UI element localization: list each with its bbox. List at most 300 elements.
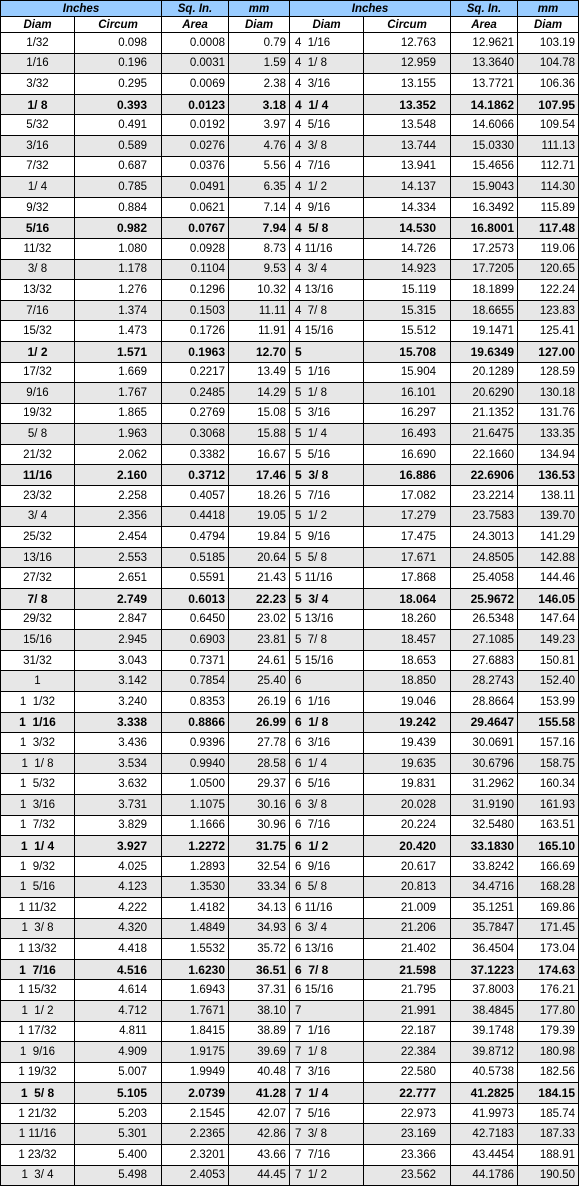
sq-in-group-header: Sq. In. [451,1,518,17]
area-cell: 17.7205 [451,259,518,280]
diam-mm-cell: 187.33 [518,1124,579,1145]
table-row [290,465,579,486]
table-row [290,794,579,815]
diam-inch-cell: 5 1/ 2 [290,506,364,527]
group-header-row [1,1,290,17]
table-row [290,1000,579,1021]
area-cell: 39.8712 [451,1042,518,1063]
area-cell: 0.7854 [162,671,229,692]
diam-mm-cell: 13.49 [229,362,290,383]
circum-cell: 3.731 [75,794,162,815]
diam-inch-cell: 6 1/ 2 [290,836,364,857]
table-row [290,609,579,630]
area-cell: 0.0276 [162,135,229,156]
table-row [290,527,579,548]
diam-inch-cell: 3/32 [1,74,75,95]
diam-mm-cell: 15.88 [229,424,290,445]
diam-inch-cell: 1 1/ 8 [1,753,75,774]
diam-inch-cell: 1 5/32 [1,774,75,795]
diam-mm-cell: 10.32 [229,280,290,301]
table-row [290,1042,579,1063]
area-cell: 31.9190 [451,794,518,815]
diam-inch-cell: 1 13/32 [1,939,75,960]
table-row [1,527,290,548]
table-row [1,197,290,218]
table-row [1,753,290,774]
diam-mm-cell: 153.99 [518,692,579,713]
table-row [1,1124,290,1145]
diam-mm-cell: 1.59 [229,53,290,74]
circum-cell: 3.043 [75,650,162,671]
circum-cell: 14.530 [364,218,451,239]
sq-in-group-header: Sq. In. [162,1,229,17]
diam-inch-cell: 4 13/16 [290,280,364,301]
area-cell: 29.4647 [451,712,518,733]
area-cell: 1.4849 [162,918,229,939]
diam-mm-cell: 146.05 [518,589,579,610]
circum-cell: 3.142 [75,671,162,692]
circum-cell: 1.276 [75,280,162,301]
diam-inch-cell: 17/32 [1,362,75,383]
table-row [290,877,579,898]
diam-mm-cell: 44.45 [229,1165,290,1186]
diam-mm-cell: 119.06 [518,238,579,259]
circum-cell: 4.025 [75,856,162,877]
diam-mm-cell: 147.64 [518,609,579,630]
diam-mm-cell: 157.16 [518,733,579,754]
area-cell: 1.2893 [162,856,229,877]
diam-inch-cell: 6 1/ 4 [290,753,364,774]
circum-cell: 5.105 [75,1083,162,1104]
area-cell: 19.6349 [451,341,518,362]
diam-inch-cell: 4 1/ 2 [290,177,364,198]
area-cell: 40.5738 [451,1062,518,1083]
circum-cell: 2.945 [75,630,162,651]
diam-mm-cell: 104.78 [518,53,579,74]
area-cell: 1.4182 [162,897,229,918]
diam-inch-cell: 4 1/ 8 [290,53,364,74]
circum-cell: 17.475 [364,527,451,548]
diam-inch-cell: 7 5/16 [290,1103,364,1124]
diam-mm-cell: 120.65 [518,259,579,280]
circum-cell: 0.687 [75,156,162,177]
diam-mm-cell: 26.99 [229,712,290,733]
table-row [1,362,290,383]
circum-cell: 22.580 [364,1062,451,1083]
area-cell: 36.4504 [451,939,518,960]
diam-mm-cell: 22.23 [229,589,290,610]
circum-cell: 23.169 [364,1124,451,1145]
diam-mm-cell: 43.66 [229,1145,290,1166]
circum-cell: 22.777 [364,1083,451,1104]
area-cell: 25.4058 [451,568,518,589]
diam-mm-cell: 150.81 [518,650,579,671]
circum-cell: 3.240 [75,692,162,713]
circum-cell: 0.491 [75,115,162,136]
diam-inch-cell: 1 3/32 [1,733,75,754]
table-row [290,94,579,115]
area-cell: 0.4057 [162,486,229,507]
table-row [1,815,290,836]
diam-mm-cell: 23.81 [229,630,290,651]
area-cell: 1.7671 [162,1000,229,1021]
diam-inch-cell: 5 [290,341,364,362]
area-cell: 21.1352 [451,403,518,424]
area-cell: 35.7847 [451,918,518,939]
diam-mm-cell: 4.76 [229,135,290,156]
diam-inch-cell: 5 1/ 4 [290,424,364,445]
table-row [290,836,579,857]
circum-cell: 19.831 [364,774,451,795]
circum-cell: 4.516 [75,959,162,980]
table-row [1,156,290,177]
diam-mm-cell: 163.51 [518,815,579,836]
diam-inch-header: Diam [290,17,364,33]
circum-cell: 1.571 [75,341,162,362]
diam-mm-cell: 139.70 [518,506,579,527]
table-row [290,980,579,1001]
diam-inch-cell: 15/16 [1,630,75,651]
area-cell: 1.0500 [162,774,229,795]
table-row [1,1083,290,1104]
area-cell: 0.0376 [162,156,229,177]
circum-cell: 18.653 [364,650,451,671]
diam-mm-cell: 125.41 [518,321,579,342]
table-row [290,856,579,877]
diam-inch-cell: 4 3/ 4 [290,259,364,280]
diam-mm-cell: 144.46 [518,568,579,589]
diam-inch-cell: 5/32 [1,115,75,136]
circum-header: Circum [364,17,451,33]
area-cell: 0.0767 [162,218,229,239]
circum-cell: 1.080 [75,238,162,259]
circum-cell: 2.553 [75,547,162,568]
diam-inch-cell: 5 13/16 [290,609,364,630]
diam-mm-cell: 138.11 [518,486,579,507]
area-cell: 28.8664 [451,692,518,713]
diam-inch-cell: 6 7/ 8 [290,959,364,980]
area-cell: 0.8866 [162,712,229,733]
table-row [290,444,579,465]
circum-cell: 13.352 [364,94,451,115]
area-cell: 2.3201 [162,1145,229,1166]
circum-cell: 5.007 [75,1062,162,1083]
table-row [290,33,579,54]
circum-cell: 19.635 [364,753,451,774]
circum-cell: 5.498 [75,1165,162,1186]
circum-cell: 5.400 [75,1145,162,1166]
mm-group-header: mm [229,1,290,17]
area-header: Area [162,17,229,33]
diam-mm-cell: 15.08 [229,403,290,424]
table-row [1,836,290,857]
circum-cell: 2.749 [75,589,162,610]
diam-mm-cell: 3.18 [229,94,290,115]
diam-inch-cell: 1 21/32 [1,1103,75,1124]
area-cell: 0.8353 [162,692,229,713]
diam-mm-cell: 30.96 [229,815,290,836]
area-cell: 0.1296 [162,280,229,301]
diam-inch-cell: 3/16 [1,135,75,156]
table-row [1,980,290,1001]
diam-mm-cell: 42.86 [229,1124,290,1145]
diam-mm-cell: 130.18 [518,383,579,404]
diam-inch-cell: 31/32 [1,650,75,671]
area-cell: 1.6943 [162,980,229,1001]
diam-inch-cell: 4 3/ 8 [290,135,364,156]
diam-inch-cell: 23/32 [1,486,75,507]
diam-inch-cell: 6 3/ 4 [290,918,364,939]
table-row [1,630,290,651]
diam-inch-cell: 6 5/ 8 [290,877,364,898]
diam-mm-cell: 180.98 [518,1042,579,1063]
table-row [290,403,579,424]
diam-mm-cell: 173.04 [518,939,579,960]
table-row [290,939,579,960]
area-cell: 0.4794 [162,527,229,548]
table-row [1,424,290,445]
table-row [1,383,290,404]
diam-inch-cell: 3/ 8 [1,259,75,280]
diam-mm-cell: 38.89 [229,1021,290,1042]
diam-mm-cell: 114.30 [518,177,579,198]
area-cell: 22.1660 [451,444,518,465]
area-cell: 0.1503 [162,300,229,321]
circum-cell: 13.155 [364,74,451,95]
area-cell: 44.1786 [451,1165,518,1186]
diam-inch-cell: 1/16 [1,53,75,74]
diam-mm-cell: 174.63 [518,959,579,980]
circum-cell: 1.473 [75,321,162,342]
area-cell: 27.1085 [451,630,518,651]
area-cell: 37.1223 [451,959,518,980]
table-row [1,918,290,939]
area-cell: 0.6450 [162,609,229,630]
right-conversion-table [289,0,579,1186]
circum-cell: 15.512 [364,321,451,342]
diam-inch-cell: 5 1/16 [290,362,364,383]
table-row [1,650,290,671]
area-cell: 1.1666 [162,815,229,836]
circum-cell: 14.726 [364,238,451,259]
diam-mm-cell: 7.94 [229,218,290,239]
circum-cell: 15.904 [364,362,451,383]
circum-cell: 0.884 [75,197,162,218]
area-cell: 20.1289 [451,362,518,383]
diam-inch-cell: 7 1/ 2 [290,1165,364,1186]
circum-cell: 17.279 [364,506,451,527]
table-row [1,321,290,342]
diam-inch-cell: 7 1/ 4 [290,1083,364,1104]
table-row [290,135,579,156]
diam-mm-cell: 158.75 [518,753,579,774]
table-row [290,1083,579,1104]
circum-cell: 3.927 [75,836,162,857]
diam-inch-cell: 19/32 [1,403,75,424]
diam-inch-cell: 1 3/16 [1,794,75,815]
area-cell: 0.0621 [162,197,229,218]
table-row [1,94,290,115]
diam-inch-cell: 1 9/16 [1,1042,75,1063]
diam-mm-cell: 35.72 [229,939,290,960]
table-row [290,177,579,198]
table-row [290,1021,579,1042]
diam-inch-cell: 1 5/ 8 [1,1083,75,1104]
diam-inch-cell: 1 11/16 [1,1124,75,1145]
area-cell: 0.4418 [162,506,229,527]
diam-inch-cell: 5/16 [1,218,75,239]
circum-cell: 2.847 [75,609,162,630]
table-row [290,650,579,671]
diam-mm-cell: 18.26 [229,486,290,507]
diam-mm-cell: 169.86 [518,897,579,918]
mm-group-header: mm [518,1,579,17]
diam-mm-cell: 34.93 [229,918,290,939]
table-row [1,465,290,486]
circum-cell: 12.763 [364,33,451,54]
diam-inch-cell: 3/ 4 [1,506,75,527]
diam-inch-cell: 6 [290,671,364,692]
diam-inch-cell: 4 5/ 8 [290,218,364,239]
area-cell: 0.0192 [162,115,229,136]
diam-inch-header: Diam [1,17,75,33]
table-row [290,630,579,651]
diam-inch-cell: 29/32 [1,609,75,630]
area-cell: 37.8003 [451,980,518,1001]
table-row [1,1000,290,1021]
diam-inch-cell: 1 15/32 [1,980,75,1001]
area-cell: 0.7371 [162,650,229,671]
diam-mm-cell: 20.64 [229,547,290,568]
diam-mm-cell: 166.69 [518,856,579,877]
area-cell: 19.1471 [451,321,518,342]
diam-inch-cell: 25/32 [1,527,75,548]
diam-inch-cell: 6 3/16 [290,733,364,754]
table-row [290,733,579,754]
table-row [1,280,290,301]
diam-inch-cell: 1/ 2 [1,341,75,362]
table-row [1,1021,290,1042]
diam-mm-cell: 112.71 [518,156,579,177]
diam-mm-cell: 30.16 [229,794,290,815]
diam-inch-cell: 7 7/16 [290,1145,364,1166]
diam-inch-cell: 6 7/16 [290,815,364,836]
circum-cell: 4.811 [75,1021,162,1042]
area-cell: 2.2365 [162,1124,229,1145]
circum-cell: 16.297 [364,403,451,424]
diam-mm-cell: 161.93 [518,794,579,815]
diam-mm-cell: 127.00 [518,341,579,362]
area-cell: 23.7583 [451,506,518,527]
area-cell: 18.6655 [451,300,518,321]
diam-inch-cell: 5 5/16 [290,444,364,465]
diam-inch-cell: 7 [290,1000,364,1021]
area-cell: 0.0031 [162,53,229,74]
table-row [1,671,290,692]
diam-mm-cell: 23.02 [229,609,290,630]
circum-cell: 1.963 [75,424,162,445]
table-row [1,33,290,54]
area-cell: 0.9940 [162,753,229,774]
area-cell: 18.1899 [451,280,518,301]
diam-mm-cell: 29.37 [229,774,290,795]
circum-cell: 23.366 [364,1145,451,1166]
circum-cell: 20.420 [364,836,451,857]
table-row [290,712,579,733]
diam-inch-cell: 11/32 [1,238,75,259]
area-cell: 12.9621 [451,33,518,54]
area-cell: 28.2743 [451,671,518,692]
table-row [290,815,579,836]
area-cell: 31.2962 [451,774,518,795]
table-row [1,1165,290,1186]
circum-header: Circum [75,17,162,33]
circum-cell: 4.222 [75,897,162,918]
circum-cell: 3.829 [75,815,162,836]
circum-cell: 14.334 [364,197,451,218]
area-cell: 35.1251 [451,897,518,918]
diam-mm-cell: 106.36 [518,74,579,95]
table-row [1,897,290,918]
diam-mm-cell: 38.10 [229,1000,290,1021]
table-row [1,856,290,877]
diam-mm-cell: 142.88 [518,547,579,568]
diam-mm-cell: 11.91 [229,321,290,342]
table-row [1,115,290,136]
area-cell: 0.6903 [162,630,229,651]
diam-mm-cell: 109.54 [518,115,579,136]
diam-inch-cell: 1 3/ 8 [1,918,75,939]
area-cell: 0.2485 [162,383,229,404]
area-cell: 23.2214 [451,486,518,507]
circum-cell: 20.617 [364,856,451,877]
diam-mm-cell: 6.35 [229,177,290,198]
diam-inch-cell: 6 3/ 8 [290,794,364,815]
area-cell: 26.5348 [451,609,518,630]
circum-cell: 21.009 [364,897,451,918]
table-row [290,362,579,383]
diam-inch-cell: 4 5/16 [290,115,364,136]
area-cell: 41.9973 [451,1103,518,1124]
diam-inch-cell: 1/ 4 [1,177,75,198]
diam-inch-cell: 6 13/16 [290,939,364,960]
diam-inch-cell: 1 1/16 [1,712,75,733]
diam-inch-cell: 1/ 8 [1,94,75,115]
area-cell: 32.5480 [451,815,518,836]
diam-inch-cell: 4 9/16 [290,197,364,218]
area-cell: 41.2825 [451,1083,518,1104]
diam-mm-cell: 168.28 [518,877,579,898]
area-cell: 1.3530 [162,877,229,898]
table-row [290,589,579,610]
circum-cell: 23.562 [364,1165,451,1186]
table-row [1,1103,290,1124]
table-row [290,259,579,280]
diam-mm-cell: 24.61 [229,650,290,671]
column-header-row [290,17,579,33]
diam-mm-cell: 188.91 [518,1145,579,1166]
circum-cell: 18.064 [364,589,451,610]
table-row [1,794,290,815]
diam-mm-cell: 179.39 [518,1021,579,1042]
diam-inch-cell: 5 7/ 8 [290,630,364,651]
diam-inch-cell: 6 5/16 [290,774,364,795]
diam-mm-cell: 34.13 [229,897,290,918]
diam-mm-cell: 171.45 [518,918,579,939]
diam-inch-cell: 1 7/32 [1,815,75,836]
area-cell: 15.0330 [451,135,518,156]
area-cell: 16.3492 [451,197,518,218]
